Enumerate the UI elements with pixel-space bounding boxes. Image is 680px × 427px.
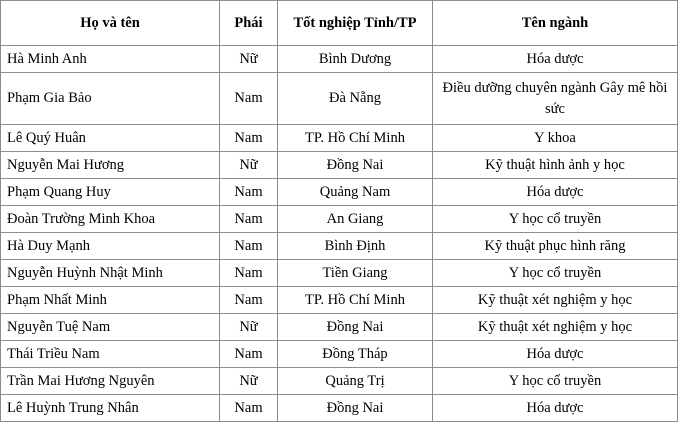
- cell-sex: Nữ: [220, 368, 278, 395]
- cell-sex: Nam: [220, 73, 278, 125]
- cell-name: Lê Huỳnh Trung Nhân: [1, 395, 220, 422]
- table-row: [1, 287, 678, 314]
- cell-province: TP. Hồ Chí Minh: [278, 125, 433, 152]
- cell-name: Lê Quý Huân: [1, 125, 220, 152]
- cell-sex: Nữ: [220, 46, 278, 73]
- cell-sex: Nam: [220, 395, 278, 422]
- cell-name: Trần Mai Hương Nguyên: [1, 368, 220, 395]
- cell-sex: Nam: [220, 260, 278, 287]
- cell-major: Điều dưỡng chuyên ngành Gây mê hồi sức: [433, 73, 678, 125]
- table-row: [1, 73, 678, 125]
- cell-sex: Nam: [220, 287, 278, 314]
- cell-major: Kỹ thuật xét nghiệm y học: [433, 287, 678, 314]
- cell-province: Đồng Nai: [278, 314, 433, 341]
- cell-major: Y học cổ truyền: [433, 368, 678, 395]
- cell-province: Đồng Tháp: [278, 341, 433, 368]
- cell-name: Nguyễn Mai Hương: [1, 152, 220, 179]
- cell-province: Đồng Nai: [278, 395, 433, 422]
- cell-major: Hóa dược: [433, 46, 678, 73]
- table-row: [1, 341, 678, 368]
- cell-name: Phạm Nhất Minh: [1, 287, 220, 314]
- cell-name: Đoàn Trường Minh Khoa: [1, 206, 220, 233]
- cell-province: Quảng Nam: [278, 179, 433, 206]
- cell-sex: Nam: [220, 206, 278, 233]
- cell-name: Phạm Gia Bảo: [1, 73, 220, 125]
- header-name: Họ và tên: [1, 1, 220, 46]
- cell-major: Y học cổ truyền: [433, 260, 678, 287]
- table-row: [1, 260, 678, 287]
- cell-name: Hà Minh Anh: [1, 46, 220, 73]
- cell-sex: Nam: [220, 233, 278, 260]
- cell-province: Đồng Nai: [278, 152, 433, 179]
- cell-province: Bình Định: [278, 233, 433, 260]
- table-row: [1, 152, 678, 179]
- cell-province: TP. Hồ Chí Minh: [278, 287, 433, 314]
- cell-name: Thái Triều Nam: [1, 341, 220, 368]
- cell-sex: Nữ: [220, 314, 278, 341]
- cell-major: Hóa dược: [433, 341, 678, 368]
- header-row: [1, 1, 678, 46]
- table-row: [1, 314, 678, 341]
- cell-sex: Nam: [220, 179, 278, 206]
- cell-province: Tiền Giang: [278, 260, 433, 287]
- cell-sex: Nam: [220, 341, 278, 368]
- cell-major: Kỹ thuật hình ảnh y học: [433, 152, 678, 179]
- header-sex: Phái: [220, 1, 278, 46]
- cell-province: Quảng Trị: [278, 368, 433, 395]
- cell-major: Y học cổ truyền: [433, 206, 678, 233]
- cell-province: Bình Dương: [278, 46, 433, 73]
- table-row: [1, 233, 678, 260]
- table-row: [1, 125, 678, 152]
- cell-province: An Giang: [278, 206, 433, 233]
- cell-major: Kỹ thuật phục hình răng: [433, 233, 678, 260]
- cell-major: Hóa dược: [433, 179, 678, 206]
- cell-name: Phạm Quang Huy: [1, 179, 220, 206]
- table-row: [1, 395, 678, 422]
- table-row: [1, 179, 678, 206]
- cell-name: Nguyễn Huỳnh Nhật Minh: [1, 260, 220, 287]
- header-province: Tốt nghiệp Tỉnh/TP: [278, 1, 433, 46]
- cell-sex: Nữ: [220, 152, 278, 179]
- cell-name: Hà Duy Mạnh: [1, 233, 220, 260]
- cell-major: Y khoa: [433, 125, 678, 152]
- cell-sex: Nam: [220, 125, 278, 152]
- cell-major: Hóa dược: [433, 395, 678, 422]
- cell-province: Đà Nẵng: [278, 73, 433, 125]
- header-major: Tên ngành: [433, 1, 678, 46]
- table-row: [1, 206, 678, 233]
- cell-major: Kỹ thuật xét nghiệm y học: [433, 314, 678, 341]
- cell-name: Nguyễn Tuệ Nam: [1, 314, 220, 341]
- table-row: [1, 368, 678, 395]
- table-row: [1, 46, 678, 73]
